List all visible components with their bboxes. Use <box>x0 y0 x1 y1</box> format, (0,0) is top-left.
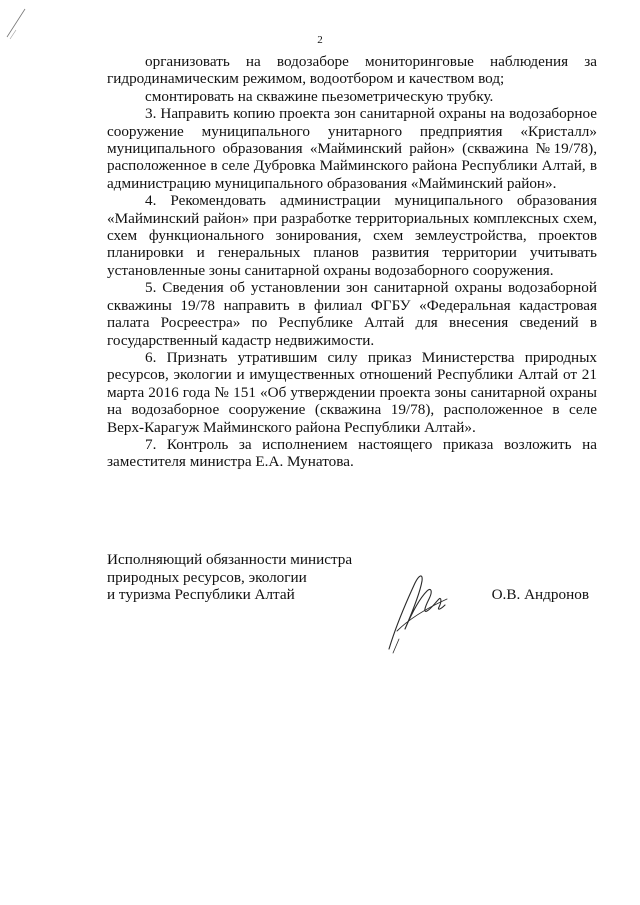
handwritten-signature <box>375 569 455 654</box>
paragraph-item-7: 7. Контроль за исполнением настоящего приказа возложить на заместителя министра Е.А. Мунатова. <box>107 435 597 471</box>
paragraph-item-6: 6. Признать утратившим силу приказ Министерства природных ресурсов, экологии и имущественных отношений Республики Алтай от 21 марта 2016 года № 151 «Об утверждении проекта зоны санитарной охраны на водозаборное сооружение (скважина 19/78), расположенное в селе Верх-Карагуж Майминского района Республики Алтай». <box>107 348 597 436</box>
document-body <box>107 53 597 471</box>
signatory-title <box>107 551 352 604</box>
signatory-title-line: Исполняющий обязанности министра <box>107 551 353 568</box>
paragraph-piezometer: смонтировать на скважине пьезометрическую трубку. <box>145 87 494 105</box>
signatory-title-line: и туризма Республики Алтай <box>107 586 295 604</box>
signature-block <box>107 551 597 641</box>
page-number: 2 <box>317 34 323 46</box>
paragraph-monitoring: организовать на водозаборе мониторинговые наблюдения за гидродинамическим режимом, водоотбором и качеством вод; <box>107 53 597 88</box>
signatory-title-line: природных ресурсов, экологии <box>107 568 307 586</box>
paragraph-item-4: 4. Рекомендовать администрации муниципального образования «Майминский район» при разработке территориальных комплексных схем, схем функционального зонирования, схем землеустройства, проектов планировки и генеральных планов развития территории учитывать установленные зоны санитарной охраны водозаборного сооружения. <box>107 192 597 279</box>
signatory-name: О.В. Андронов <box>491 586 589 603</box>
paragraph-item-5: 5. Сведения об установлении зон санитарной охраны водозаборной скважины 19/78 направить в филиал ФГБУ «Федеральная кадастровая палата Росреестра» по Республике Алтай для внесения сведений в государственный кадастр недвижимости. <box>107 279 597 349</box>
paragraph-item-3: 3. Направить копию проекта зон санитарной охраны на водозаборное сооружение муниципального унитарного предприятия «Кристалл» муниципального образования «Майминский район» (скважина №19/78), расположенное в селе Дубровка Майминского района Республики Алтай, в администрацию муниципального образования «Майминский район». <box>107 105 597 192</box>
